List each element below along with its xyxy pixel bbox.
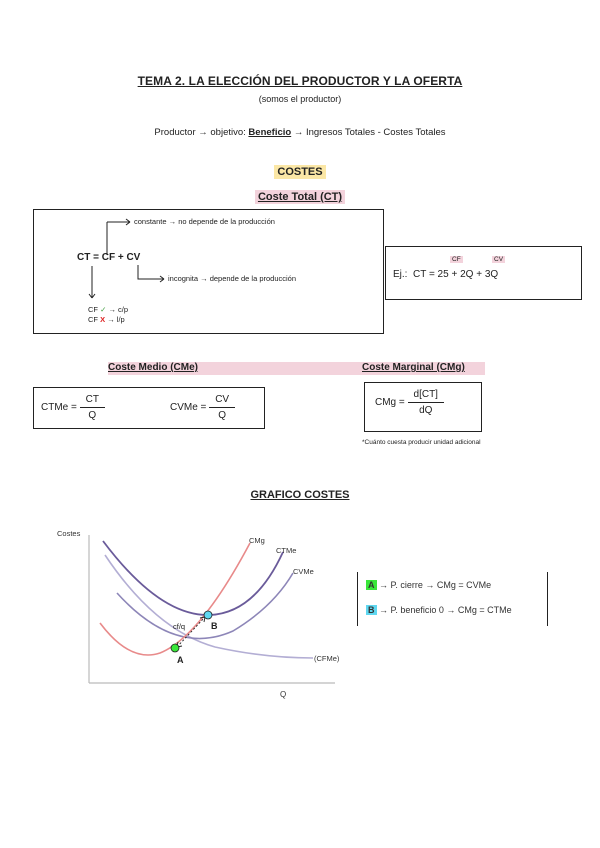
ctme-fraction [80, 394, 105, 421]
marginal-box [364, 382, 482, 432]
cf-long-run [88, 315, 125, 324]
marginal-heading [362, 362, 465, 375]
example-tag-cf: CF [452, 256, 461, 263]
cfq-label: cf/q [173, 622, 186, 631]
cfme-curve-label: (CFMe) [314, 654, 340, 663]
ct-heading-label: Coste Total (CT) [255, 190, 345, 204]
cross-icon: X [100, 315, 106, 324]
medio-heading [108, 362, 198, 375]
objective-prefix: Productor → objetivo: [154, 127, 249, 138]
cfme-curve [105, 555, 313, 658]
point-a-marker [171, 644, 179, 652]
check-icon: ✓ [100, 305, 107, 314]
ctme-numerator: CT [80, 394, 105, 408]
cvme-numerator: CV [209, 394, 235, 408]
cvme-label: CVMe = [170, 402, 207, 414]
cmg-formula [375, 389, 444, 416]
ct-equation: CT = CF + CV [77, 252, 141, 263]
y-axis-label: Costes [57, 529, 81, 538]
cvme-denominator: Q [218, 410, 227, 421]
cmg-curve-label: CMg [249, 536, 265, 545]
cvme-curve [117, 573, 293, 639]
cvme-formula [170, 394, 235, 421]
example-equation [393, 269, 498, 280]
objective-suffix: → Ingresos Totales - Costes Totales [291, 127, 446, 138]
cvme-fraction [209, 394, 235, 421]
legend-a-tag: A [368, 580, 375, 590]
marginal-heading-label: Coste Marginal (CMg) [362, 362, 465, 373]
cmg-numerator: d[CT] [408, 389, 444, 403]
cmg-denominator: dQ [419, 405, 433, 416]
cf-short-after: → c/p [106, 305, 129, 314]
legend-b-text: → P. beneficio 0 → CMg = CTMe [376, 605, 512, 615]
ct-heading [0, 187, 600, 205]
costes-heading [0, 162, 600, 180]
cf-long-label: CF [88, 315, 98, 324]
example-formula: CT = 25 + 2Q + 3Q [413, 269, 499, 280]
medio-box [33, 387, 265, 429]
ctme-curve [103, 541, 283, 615]
example-tag-cv: CV [494, 256, 504, 263]
chart-legend [357, 572, 548, 626]
ct-box [33, 209, 384, 334]
page-subtitle: (somos el productor) [258, 94, 342, 104]
legend-b-tag: B [368, 605, 375, 615]
legend-item-b [366, 605, 512, 615]
legend-a-text: → P. cierre → CMg = CVMe [376, 580, 492, 590]
cvme-curve-label: CVMe [293, 567, 314, 576]
cf-short-run [88, 305, 128, 314]
example-prefix: Ej.: [393, 269, 408, 280]
costes-heading-label: COSTES [274, 165, 325, 179]
cf-long-after: → l/p [105, 315, 125, 324]
cmg-label: CMg = [375, 397, 405, 409]
cf-short-label: CF [88, 305, 98, 314]
ct-connector-lines [34, 210, 383, 333]
ctme-label: CTMe = [41, 402, 77, 414]
objective-line [0, 127, 600, 138]
ctme-denominator: Q [88, 410, 97, 421]
medio-heading-label: Coste Medio (CMe) [108, 362, 198, 373]
point-b-marker [204, 611, 212, 619]
marginal-note: *Cuánto cuesta producir unidad adicional [362, 439, 481, 446]
objective-keyword: Beneficio [248, 127, 292, 138]
ctme-curve-label: CTMe [276, 546, 297, 555]
point-a-label: A [177, 655, 184, 665]
page-title: TEMA 2. LA ELECCIÓN DEL PRODUCTOR Y LA OFERTA [137, 74, 463, 88]
cmg-fraction [408, 389, 444, 416]
point-b-label: B [211, 621, 218, 631]
cv-note: incognita → depende de la producción [168, 274, 297, 283]
grafico-heading: GRAFICO COSTES [250, 489, 350, 501]
cost-curves-chart [55, 525, 355, 705]
legend-item-a [366, 580, 491, 590]
ctme-formula [41, 394, 105, 421]
example-box [385, 246, 582, 300]
x-axis-label: Q [280, 690, 287, 699]
cf-note: constante → no depende de la producción [134, 217, 275, 226]
